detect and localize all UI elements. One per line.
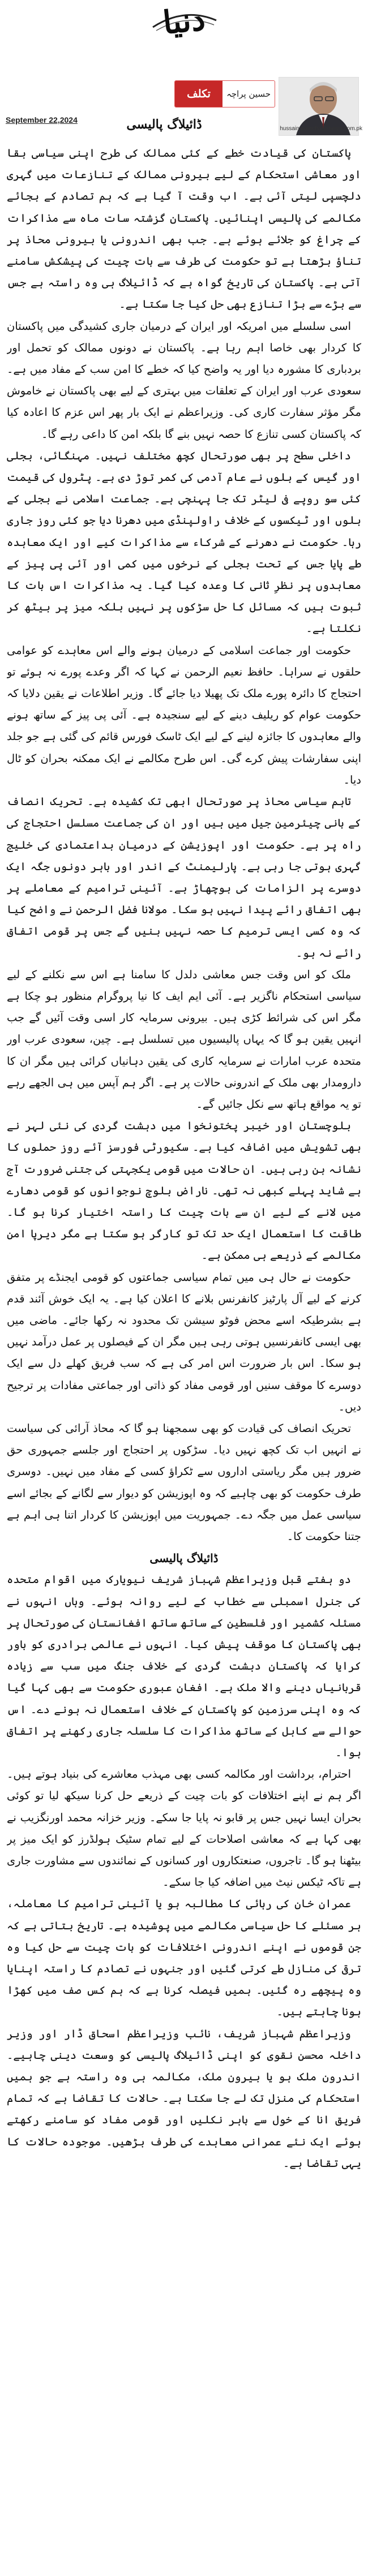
column-brand-box (174, 80, 275, 107)
masthead (0, 0, 368, 42)
paragraph: دو ہفتے قبل وزیراعظم شہباز شریف نیویارک میں اقوام متحدہ کی جنرل اسمبلی سے خطاب کے لیے روانہ ہوئے۔ وہاں انہوں نے مسئلہ کشمیر اور فلسطین کے ساتھ ساتھ افغانستان کی صورتحال پر بھی پاکستان کا موقف پیش کیا۔ انہوں نے عالمی برادری کو باور کرایا کہ پاکستان دہشت گردی کے خلاف جنگ میں سب سے زیادہ قربانیاں دینے والا ملک ہے۔ افغان عبوری حکومت سے بھی کہا گیا کہ وہ اپنی سرزمین کو پاکستان کے خلاف استعمال نہ ہونے دے۔ اس حوالے سے کابل کے ساتھ مذاکرات کا سلسلہ جاری رکھنے پر اتفاق ہوا۔ (7, 1573, 361, 1760)
column-header (0, 75, 368, 138)
paragraph: پاکستان کی قیادت خطے کے کئی ممالک کی طرح اپنی سیاسی بقا اور معاشی استحکام کے لیے بیرونی ممالک کے تنازعات میں گہری دلچسپی لیتی آئی ہے۔ اب وقت آ گیا ہے کہ ہم تصادم کے بجائے مکالمے کی پالیسی اپنائیں۔ پاکستان گزشتہ سات ماہ سے مذاکرات کے چراغ کو جلائے ہوئے ہے۔ جب بھی اندرونی یا بیرونی محاذ پر تناؤ بڑھتا ہے تو حکومت کی طرف سے بات چیت کی پیشکش سامنے آتی ہے۔ پاکستان کی تاریخ گواہ ہے کہ ڈائیلاگ ہی وہ راستہ ہے جس سے بڑے سے بڑا تنازع بھی حل کیا جا سکتا ہے۔ (7, 147, 361, 311)
logo-text: دنیا (161, 0, 207, 42)
paragraph: بلوچستان اور خیبر پختونخوا میں دہشت گردی کی نئی لہر نے بھی تشویش میں اضافہ کیا ہے۔ سکیورٹی فورسز آئے روز حملوں کا نشانہ بن رہی ہیں۔ ان حالات میں قومی یکجہتی کی جتنی ضرورت آج ہے شاید پہلے کبھی نہ تھی۔ ناراض بلوچ نوجوانوں کو قومی دھارے میں لانے کے لیے ان سے بات چیت کا راستہ اختیار کرنا ہو گا۔ طاقت کا استعمال ایک حد تک تو کارگر ہو سکتا ہے مگر دیرپا امن مکالمے کے ذریعے ہی ممکن ہے۔ (7, 1119, 361, 1262)
paragraph: اسی سلسلے میں امریکہ اور ایران کے درمیان جاری کشیدگی میں پاکستان کا کردار بھی خاصا اہم رہا ہے۔ پاکستان نے دونوں ممالک کو تحمل اور بردباری کا مشورہ دیا اور یہ واضح کیا کہ خطے کا امن سب کے مفاد میں ہے۔ سعودی عرب اور ایران کے تعلقات میں بہتری کے لیے بھی پاکستان نے خاموش مگر مؤثر سفارت کاری کی۔ وزیراعظم نے ایک بار پھر اس عزم کا اعادہ کیا کہ پاکستان کسی تنازع کا حصہ نہیں بنے گا بلکہ امن کا داعی رہے گا۔ (7, 319, 361, 441)
paragraph: ملک کو اس وقت جس معاشی دلدل کا سامنا ہے اس سے نکلنے کے لیے سیاسی استحکام ناگزیر ہے۔ آئی ایم ایف کا نیا پروگرام منظور ہو چکا ہے مگر اس کی شرائط کڑی ہیں۔ بیرونی سرمایہ کار اسی وقت آئیں گے جب انہیں یقین ہو گا کہ یہاں پالیسیوں میں تسلسل ہے۔ چین، سعودی عرب اور متحدہ عرب امارات نے سرمایہ کاری کی یقین دہانیاں کرائی ہیں مگر ان کا دارومدار بھی ملک کے اندرونی حالات پر ہے۔ اگر ہم آپس میں ہی الجھے رہے تو یہ مواقع ہاتھ سے نکل جائیں گے۔ (7, 967, 361, 1111)
column-brand: تکلف (175, 81, 222, 107)
paragraph: عمران خان کی رہائی کا مطالبہ ہو یا آئینی ترامیم کا معاملہ، ہر مسئلے کا حل سیاسی مکالمے میں پوشیدہ ہے۔ تاریخ بتاتی ہے کہ جن قوموں نے اپنے اندرونی اختلافات کو بات چیت سے حل کیا وہ ترقی کی منازل طے کرتی گئیں اور جنہوں نے تصادم کا راستہ اپنایا وہ پیچھے رہ گئیں۔ ہمیں فیصلہ کرنا ہے کہ ہم کس صف میں کھڑا ہونا چاہتے ہیں۔ (7, 1897, 361, 2019)
column-title: ڈائیلاگ پالیسی (126, 117, 202, 132)
paragraph: وزیراعظم شہباز شریف، نائب وزیراعظم اسحاق ڈار اور وزیر داخلہ محسن نقوی کو اپنی ڈائیلاگ پالیسی کو وسعت دینی چاہیے۔ اندرون ملک ہو یا بیرون ملک، مکالمہ ہی وہ راستہ ہے جو ہمیں استحکام کی منزل تک لے جا سکتا ہے۔ حالات کا تقاضا ہے کہ تمام فریق انا کے خول سے باہر نکلیں اور قومی مفاد کو سامنے رکھتے ہوئے ایک نئے عمرانی معاہدے کی طرف بڑھیں۔ موجودہ حالات کا یہی تقاضا ہے۔ (7, 2027, 361, 2170)
newspaper-logo (138, 2, 230, 40)
paragraph: داخلی سطح پر بھی صورتحال کچھ مختلف نہیں۔ مہنگائی، بجلی اور گیس کے بلوں نے عام آدمی کی کمر توڑ دی ہے۔ پٹرول کی قیمت کئی سو روپے فی لیٹر تک جا پہنچی ہے۔ جماعت اسلامی نے بجلی کے بلوں اور ٹیکسوں کے خلاف راولپنڈی میں دھرنا دیا جو کئی روز جاری رہا۔ حکومت نے دھرنے کے شرکاء سے مذاکرات کیے اور ایک معاہدہ طے پایا جس کے تحت بجلی کے نرخوں میں کمی اور آئی پی پیز کے معاہدوں پر نظرِ ثانی کا وعدہ کیا گیا۔ یہ مذاکرات اس بات کا ثبوت ہیں کہ مسائل کا حل سڑکوں پر نہیں بلکہ میز پر بیٹھ کر نکلتا ہے۔ (7, 449, 361, 635)
paragraph: تاہم سیاسی محاذ پر صورتحال ابھی تک کشیدہ ہے۔ تحریک انصاف کے بانی چیئرمین جیل میں ہیں اور ان کی جماعت مسلسل احتجاج کی راہ پر ہے۔ حکومت اور اپوزیشن کے درمیان بداعتمادی کی خلیج گہری ہوتی جا رہی ہے۔ پارلیمنٹ کے اندر اور باہر دونوں جگہ ایک دوسرے پر الزامات کی بوچھاڑ ہے۔ آئینی ترامیم کے معاملے پر بھی اتفاق رائے پیدا نہیں ہو سکا۔ مولانا فضل الرحمن نے واضح کیا کہ وہ کسی ایسی ترمیم کا حصہ نہیں بنیں گے جس پر قومی اتفاق رائے نہ ہو۔ (7, 795, 361, 960)
author-email: hussain.paracha@dunya.com.pk (280, 126, 362, 132)
paragraph: احترام، برداشت اور مکالمہ کسی بھی مہذب معاشرے کی بنیاد ہوتے ہیں۔ اگر ہم نے اپنے اختلافات کو بات چیت کے ذریعے حل کرنا سیکھ لیا تو کوئی بحران ایسا نہیں جس پر قابو نہ پایا جا سکے۔ وزیر خزانہ محمد اورنگزیب نے بھی کہا ہے کہ معاشی اصلاحات کے لیے تمام سٹیک ہولڈرز کو ایک میز پر بیٹھنا ہو گا۔ تاجروں، صنعتکاروں اور کسانوں کے نمائندوں سے مشاورت جاری ہے تاکہ ٹیکس نیٹ میں اضافہ کیا جا سکے۔ (7, 1767, 361, 1889)
article-subhead: ڈائیلاگ پالیسی (149, 1551, 219, 1566)
paragraph: تحریک انصاف کی قیادت کو بھی سمجھنا ہو گا کہ محاذ آرائی کی سیاست نے انہیں اب تک کچھ نہیں دیا۔ سڑکوں پر احتجاج اور جلسے جمہوری حق ضرور ہیں مگر ریاستی اداروں سے ٹکراؤ کسی کے مفاد میں نہیں۔ دوسری طرف حکومت کو بھی چاہیے کہ وہ اپوزیشن کو دیوار سے لگانے کے بجائے اسے سیاسی عمل میں جگہ دے۔ جمہوریت میں اپوزیشن کا کردار اتنا ہی اہم ہے جتنا حکومت کا۔ (7, 1421, 361, 1543)
article-body (7, 143, 361, 2570)
publication-date: September 22,2024 (6, 115, 78, 124)
paragraph: حکومت اور جماعت اسلامی کے درمیان ہونے والے اس معاہدے کو عوامی حلقوں نے سراہا۔ حافظ نعیم الرحمن نے کہا کہ اگر وعدے پورے نہ ہوئے تو احتجاج کا دائرہ پورے ملک تک پھیلا دیا جائے گا۔ وزیر اطلاعات نے یقین دلایا کہ حکومت عوام کو ریلیف دینے کے لیے سنجیدہ ہے۔ آئی پی پیز کے ساتھ ہونے والے معاہدوں کا جائزہ لینے کے لیے ایک ٹاسک فورس قائم کی گئی ہے جو جلد اپنی سفارشات پیش کرے گی۔ اس طرح مکالمے نے ایک ممکنہ بحران کو ٹال دیا۔ (7, 643, 361, 786)
paragraph: حکومت نے حال ہی میں تمام سیاسی جماعتوں کو قومی ایجنڈے پر متفق کرنے کے لیے آل پارٹیز کانفرنس بلانے کا اعلان کیا ہے۔ یہ ایک خوش آئند قدم ہے بشرطیکہ اسے محض فوٹو سیشن تک محدود نہ رکھا جائے۔ ماضی میں بھی ایسی کانفرنسیں ہوتی رہی ہیں مگر ان کے فیصلوں پر عمل درآمد نہیں ہو سکا۔ اس بار ضرورت اس امر کی ہے کہ سب فریق کھلے دل سے ایک دوسرے کا موقف سنیں اور قومی مفاد کو ذاتی اور جماعتی مفادات پر ترجیح دیں۔ (7, 1270, 361, 1413)
author-name: حسین پراچہ (226, 89, 271, 99)
